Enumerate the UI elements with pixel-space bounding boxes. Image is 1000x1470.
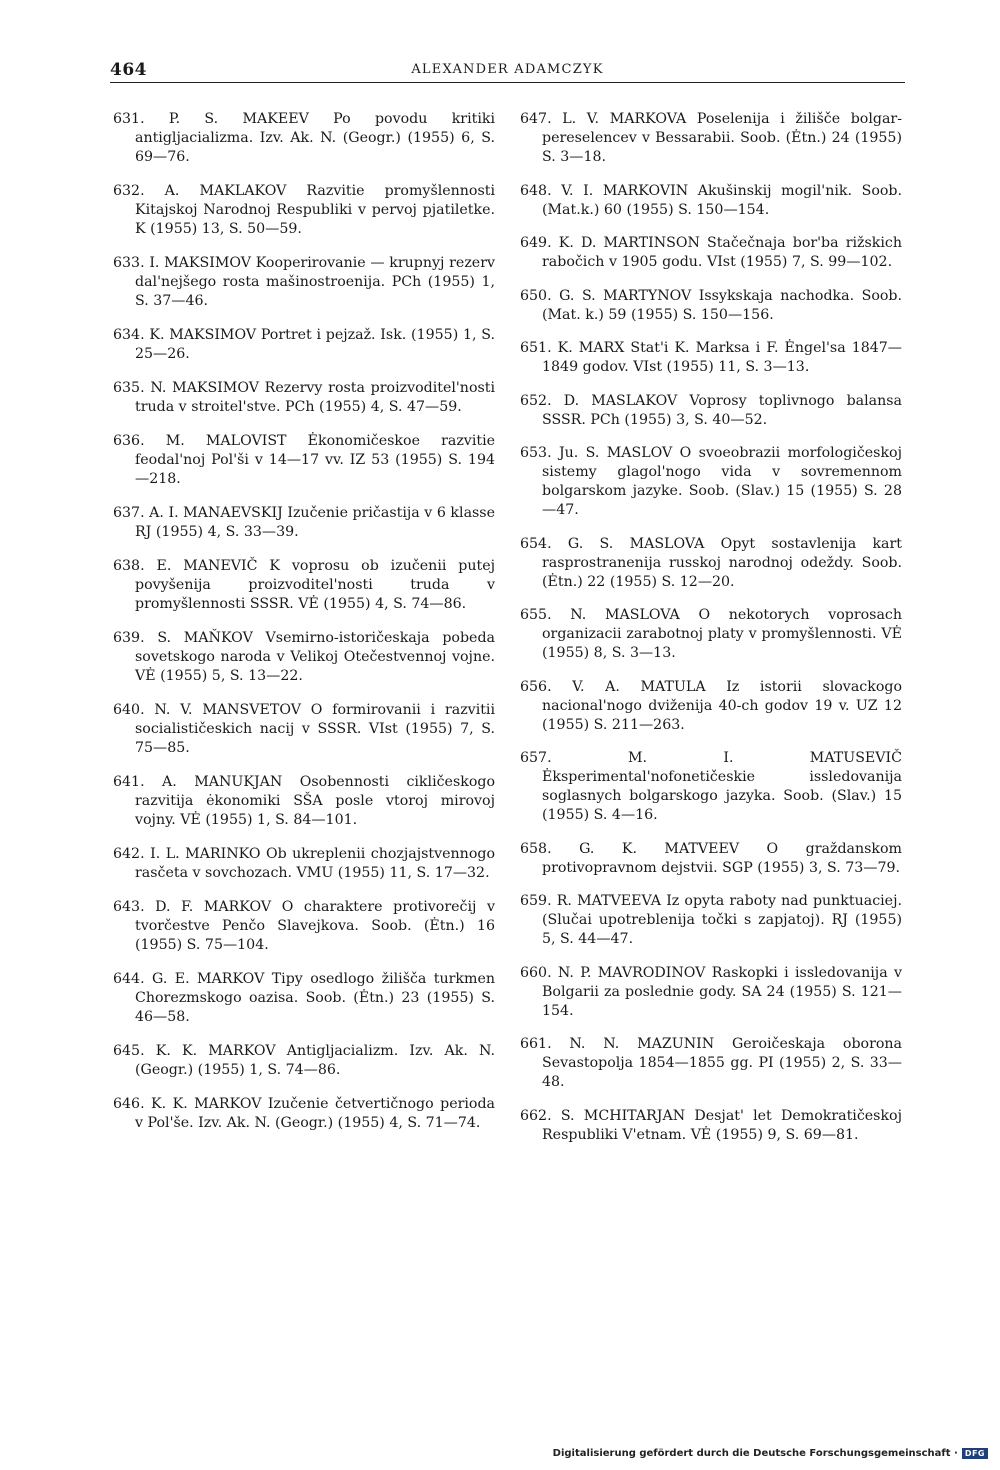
entry-text: M. MALOVIST Ėkonomičeskoe razvitie feodal'noj Pol'ši v 14—17 vv. IZ 53 (1955) S. 194—218. bbox=[135, 433, 495, 487]
entry-text: A. MANUKJAN Osobennosti cikličeskogo razvitija ėkonomiki SŠA posle vtoroj mirovoj vojny. VĖ (1955) 1, S. 84—101. bbox=[135, 774, 495, 828]
entry-number: 640. bbox=[113, 702, 145, 718]
bibliography-entry bbox=[113, 970, 495, 1027]
entry-text: E. MANEVIČ K voprosu ob izučenii putej povyšenija proizvoditel'nosti truda v promyšlennosti SSSR. VĖ (1955) 4, S. 74—86. bbox=[135, 558, 496, 612]
right-column bbox=[520, 110, 902, 1159]
bibliography-entry bbox=[520, 535, 902, 592]
entry-text: D. MASLAKOV Voprosy toplivnogo balansa SSSR. PCh (1955) 3, S. 40—52. bbox=[542, 392, 902, 428]
entry-number: 643. bbox=[113, 899, 145, 915]
entry-number: 636. bbox=[113, 433, 145, 449]
bibliography-entry bbox=[113, 110, 495, 167]
left-column bbox=[113, 110, 495, 1148]
footer bbox=[553, 1448, 988, 1459]
entry-text: K. K. MARKOV Izučenie četvertičnogo perioda v Pol'še. Izv. Ak. N. (Geogr.) (1955) 4, S. 71—74. bbox=[135, 1096, 495, 1131]
entry-number: 639. bbox=[113, 630, 145, 646]
entry-number: 644. bbox=[113, 971, 145, 987]
entry-text: G. S. MASLOVA Opyt sostavlenija kart rasprostranenija russkoj narodnoj odeždy. Soob. (Ėtn.) 22 (1955) S. 12—20. bbox=[542, 535, 902, 590]
bibliography-entry bbox=[520, 749, 902, 825]
entry-text: N. MASLOVA O nekotorych voprosach organizacii zarabotnoj platy v promyšlennosti. VĖ (1955) 8, S. 3—13. bbox=[542, 607, 902, 661]
entry-number: 658. bbox=[520, 840, 552, 857]
entry-text: A. I. MANAEVSKIJ Izučenie pričastija v 6 klasse RJ (1955) 4, S. 33—39. bbox=[135, 505, 495, 540]
entry-text: L. V. MARKOVA Poselenija i žilišče bolgar-pereselencev v Bessarabii. Soob. (Ėtn.) 24 (1955) S. 3—18. bbox=[542, 111, 902, 165]
entry-number: 655. bbox=[520, 607, 552, 623]
entry-number: 649. bbox=[520, 235, 552, 251]
running-head: ALEXANDER ADAMCZYK bbox=[411, 62, 604, 77]
footer-credit: Digitalisierung gefördert durch die Deutsche Forschungsgemeinschaft · bbox=[552, 1448, 958, 1459]
entry-text: V. A. MATULA Iz istorii slovackogo nacional'nogo dviženija 40-ch godov 19 v. UZ 12 (1955) S. 211—263. bbox=[542, 678, 902, 733]
entry-text: A. MAKLAKOV Razvitie promyšlennosti Kitajskoj Narodnoj Respubliki v pervoj pjatiletke. K (1955) 13, S. 50—59. bbox=[135, 183, 495, 237]
entry-number: 648. bbox=[520, 182, 552, 199]
entry-number: 660. bbox=[520, 964, 552, 981]
entry-number: 638. bbox=[113, 558, 145, 574]
entry-number: 661. bbox=[520, 1036, 552, 1052]
entry-number: 631. bbox=[113, 111, 145, 127]
bibliography-entry bbox=[520, 1107, 902, 1145]
entry-number: 635. bbox=[113, 380, 145, 396]
entry-number: 650. bbox=[520, 287, 552, 304]
dfg-logo-icon: DFG bbox=[962, 1448, 988, 1459]
bibliography-entry bbox=[113, 1095, 495, 1133]
entry-text: K. D. MARTINSON Stačečnaja bor'ba rižskich rabočich v 1905 godu. VIst (1955) 7, S. 99—102. bbox=[542, 235, 902, 270]
entry-text: G. S. MARTYNOV Issykskaja nachodka. Soob. (Mat. k.) 59 (1955) S. 150—156. bbox=[542, 287, 903, 323]
entry-number: 654. bbox=[520, 535, 552, 552]
bibliography-entry bbox=[113, 254, 495, 311]
entry-text: G. E. MARKOV Tipy osedlogo žilišča turkmen Chorezmskogo oazisa. Soob. (Ėtn.) 23 (1955) S. 46—58. bbox=[135, 971, 495, 1025]
entry-number: 651. bbox=[520, 340, 552, 356]
bibliography-entry bbox=[520, 606, 902, 663]
entry-text: N. P. MAVRODINOV Raskopki i issledovanija v Bolgarii za poslednie gody. SA 24 (1955) S. 121—154. bbox=[542, 964, 902, 1019]
page-header bbox=[110, 60, 905, 86]
entry-text: P. S. MAKEEV Po povodu kritiki antigljacializma. Izv. Ak. N. (Geogr.) (1955) 6, S. 69—76. bbox=[135, 111, 495, 165]
entry-number: 662. bbox=[520, 1107, 552, 1124]
header-rule bbox=[110, 82, 905, 83]
entry-text: K. K. MARKOV Antigljacializm. Izv. Ak. N. (Geogr.) (1955) 1, S. 74—86. bbox=[135, 1043, 495, 1078]
bibliography-entry bbox=[520, 892, 902, 949]
entry-number: 634. bbox=[113, 327, 145, 343]
bibliography-entry bbox=[113, 504, 495, 542]
entry-number: 656. bbox=[520, 678, 552, 695]
entry-text: V. I. MARKOVIN Akušinskij mogil'nik. Soob. (Mat.k.) 60 (1955) S. 150—154. bbox=[542, 182, 902, 218]
entry-text: K. MAKSIMOV Portret i pejzaž. Isk. (1955) 1, S. 25—26. bbox=[135, 327, 496, 362]
bibliography-entry bbox=[520, 287, 902, 325]
entry-text: N. V. MANSVETOV O formirovanii i razvitii socialističeskich nacij v SSSR. VIst (1955) 7, S. 75—85. bbox=[135, 702, 496, 756]
bibliography-entry bbox=[113, 432, 495, 489]
entry-number: 632. bbox=[113, 183, 145, 199]
entry-number: 652. bbox=[520, 392, 552, 409]
entry-text: N. MAKSIMOV Rezervy rosta proizvoditel'nosti truda v stroitel'stve. PCh (1955) 4, S. 47—59. bbox=[135, 380, 496, 415]
entry-number: 633. bbox=[113, 255, 145, 271]
bibliography-entry bbox=[113, 629, 495, 686]
entry-number: 647. bbox=[520, 111, 552, 127]
bibliography-entry bbox=[113, 898, 495, 955]
bibliography-entry bbox=[520, 234, 902, 272]
entry-number: 645. bbox=[113, 1043, 145, 1059]
entry-number: 657. bbox=[520, 750, 552, 766]
bibliography-entry bbox=[520, 339, 902, 377]
bibliography-entry bbox=[113, 773, 495, 830]
entry-number: 641. bbox=[113, 774, 145, 790]
bibliography-entry bbox=[113, 701, 495, 758]
bibliography-entry bbox=[520, 840, 902, 878]
entry-number: 637. bbox=[113, 505, 145, 521]
bibliography-entry bbox=[520, 444, 902, 520]
bibliography-entry bbox=[113, 1042, 495, 1080]
entry-text: K. MARX Stat'i K. Marksa i F. Ėngel'sa 1847—1849 godov. VIst (1955) 11, S. 3—13. bbox=[542, 340, 902, 375]
entry-text: M. I. MATUSEVIČ Ėksperimental'nofonetičeskie issledovanija soglasnych bolgarskogo jazyka. Soob. (Slav.) 15 (1955) S. 4—16. bbox=[542, 750, 902, 823]
entry-number: 659. bbox=[520, 893, 552, 909]
entry-text: R. MATVEEVA Iz opyta raboty nad punktuaciej. (Slučai upotreblenija točki s zapjatoj). RJ (1955) 5, S. 44—47. bbox=[542, 893, 902, 947]
bibliography-entry bbox=[520, 964, 902, 1021]
entry-number: 646. bbox=[113, 1096, 145, 1112]
bibliography-entry bbox=[113, 182, 495, 239]
entry-text: I. MAKSIMOV Kooperirovanie — krupnyj rezerv dal'nejšego rosta mašinostroenija. PCh (1955) 1, S. 37—46. bbox=[135, 255, 495, 309]
bibliography-entry bbox=[520, 110, 902, 167]
entry-text: S. MAŇKOV Vsemirno-istoričeskaja pobeda sovetskogo naroda v Velikoj Otečestvennoj vojne. VĖ (1955) 5, S. 13—22. bbox=[135, 630, 495, 684]
entry-text: Ju. S. MASLOV O svoeobrazii morfologičeskoj sistemy glagol'nogo vida v sovremennom bolgarskom jazyke. Soob. (Slav.) 15 (1955) S. 28—47. bbox=[542, 445, 903, 518]
entry-text: G. K. MATVEEV O graždanskom protivopravnom dejstvii. SGP (1955) 3, S. 73—79. bbox=[542, 840, 902, 876]
entry-text: D. F. MARKOV O charaktere protivorečij v tvorčestve Penčo Slavejkova. Soob. (Ėtn.) 16 (1955) S. 75—104. bbox=[135, 899, 495, 953]
bibliography-entry bbox=[520, 182, 902, 220]
entry-text: N. N. MAZUNIN Geroičeskaja oborona Sevastopolja 1854—1855 gg. PI (1955) 2, S. 33—48. bbox=[542, 1036, 902, 1090]
bibliography-entry bbox=[520, 1035, 902, 1092]
page-number: 464 bbox=[110, 60, 147, 80]
bibliography-entry bbox=[113, 845, 495, 883]
bibliography-entry bbox=[520, 678, 902, 735]
entry-number: 653. bbox=[520, 445, 552, 461]
bibliography-entry bbox=[113, 557, 495, 614]
bibliography-entry bbox=[520, 392, 902, 430]
entry-text: S. MCHITARJAN Desjat' let Demokratičeskoj Respubliki V'etnam. VĖ (1955) 9, S. 69—81. bbox=[542, 1107, 902, 1143]
entry-number: 642. bbox=[113, 846, 145, 862]
entry-text: I. L. MARINKO Ob ukreplenii chozjajstvennogo rasčeta v sovchozach. VMU (1955) 11, S. 17—32. bbox=[135, 846, 495, 881]
bibliography-entry bbox=[113, 379, 495, 417]
bibliography-entry bbox=[113, 326, 495, 364]
